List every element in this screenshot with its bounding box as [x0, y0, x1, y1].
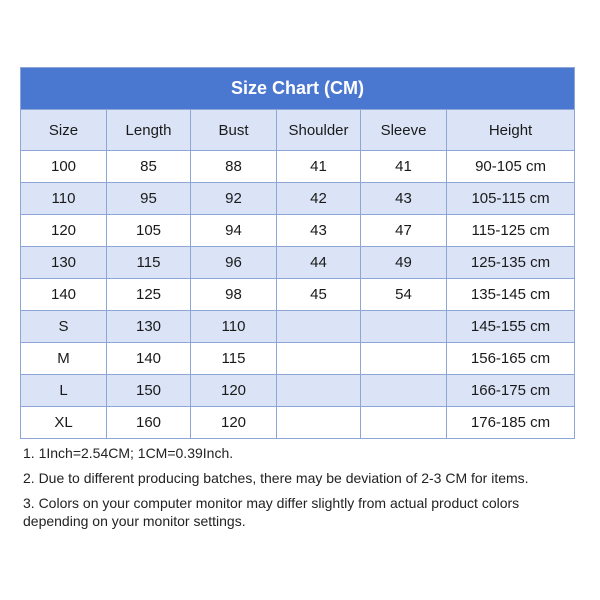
- length-cell: 160: [107, 407, 191, 439]
- column-header-length: Length: [107, 110, 191, 151]
- shoulder-cell: 41: [277, 151, 361, 183]
- table-row: [21, 375, 575, 407]
- size-cell: M: [21, 343, 107, 375]
- bust-cell: 115: [191, 343, 277, 375]
- bust-cell: 98: [191, 279, 277, 311]
- length-cell: 125: [107, 279, 191, 311]
- size-cell: L: [21, 375, 107, 407]
- table-row: [21, 247, 575, 279]
- note-conversion: 1. 1Inch=2.54CM; 1CM=0.39Inch.: [23, 445, 234, 461]
- size-cell: 120: [21, 215, 107, 247]
- shoulder-cell: 43: [277, 215, 361, 247]
- chart-title: Size Chart (CM): [21, 68, 575, 110]
- bust-cell: 88: [191, 151, 277, 183]
- shoulder-cell: 42: [277, 183, 361, 215]
- height-cell: 125-135 cm: [447, 247, 575, 279]
- table-row: [21, 151, 575, 183]
- size-cell: 100: [21, 151, 107, 183]
- note-deviation: 2. Due to different producing batches, there may be deviation of 2-3 CM for items.: [23, 470, 529, 486]
- size-cell: S: [21, 311, 107, 343]
- sleeve-cell: [361, 343, 447, 375]
- table-row: [21, 311, 575, 343]
- shoulder-cell: [277, 407, 361, 439]
- note-color: 3. Colors on your computer monitor may differ slightly from actual product colors depending on your monitor settings.: [23, 495, 520, 529]
- sleeve-cell: 54: [361, 279, 447, 311]
- table-row: [21, 407, 575, 439]
- sleeve-cell: [361, 375, 447, 407]
- height-cell: 90-105 cm: [447, 151, 575, 183]
- sleeve-cell: [361, 311, 447, 343]
- size-cell: 130: [21, 247, 107, 279]
- height-cell: 105-115 cm: [447, 183, 575, 215]
- length-cell: 85: [107, 151, 191, 183]
- length-cell: 115: [107, 247, 191, 279]
- title-row: [21, 68, 575, 110]
- bust-cell: 92: [191, 183, 277, 215]
- table-row: [21, 279, 575, 311]
- notes-section: [23, 444, 583, 537]
- size-cell: 140: [21, 279, 107, 311]
- size-chart-table: [20, 67, 575, 439]
- height-cell: 135-145 cm: [447, 279, 575, 311]
- length-cell: 105: [107, 215, 191, 247]
- table-row: [21, 183, 575, 215]
- length-cell: 150: [107, 375, 191, 407]
- height-cell: 145-155 cm: [447, 311, 575, 343]
- sleeve-cell: 43: [361, 183, 447, 215]
- table-row: [21, 215, 575, 247]
- bust-cell: 120: [191, 407, 277, 439]
- bust-cell: 110: [191, 311, 277, 343]
- column-header-bust: Bust: [191, 110, 277, 151]
- shoulder-cell: [277, 343, 361, 375]
- shoulder-cell: 44: [277, 247, 361, 279]
- shoulder-cell: 45: [277, 279, 361, 311]
- bust-cell: 96: [191, 247, 277, 279]
- sleeve-cell: 47: [361, 215, 447, 247]
- length-cell: 140: [107, 343, 191, 375]
- shoulder-cell: [277, 375, 361, 407]
- shoulder-cell: [277, 311, 361, 343]
- sleeve-cell: 41: [361, 151, 447, 183]
- sleeve-cell: 49: [361, 247, 447, 279]
- height-cell: 176-185 cm: [447, 407, 575, 439]
- length-cell: 130: [107, 311, 191, 343]
- sleeve-cell: [361, 407, 447, 439]
- header-row: [21, 110, 575, 151]
- table-row: [21, 343, 575, 375]
- bust-cell: 120: [191, 375, 277, 407]
- height-cell: 166-175 cm: [447, 375, 575, 407]
- column-header-shoulder: Shoulder: [277, 110, 361, 151]
- size-cell: 110: [21, 183, 107, 215]
- height-cell: 115-125 cm: [447, 215, 575, 247]
- length-cell: 95: [107, 183, 191, 215]
- column-header-sleeve: Sleeve: [361, 110, 447, 151]
- size-cell: XL: [21, 407, 107, 439]
- bust-cell: 94: [191, 215, 277, 247]
- column-header-size: Size: [21, 110, 107, 151]
- column-header-height: Height: [447, 110, 575, 151]
- height-cell: 156-165 cm: [447, 343, 575, 375]
